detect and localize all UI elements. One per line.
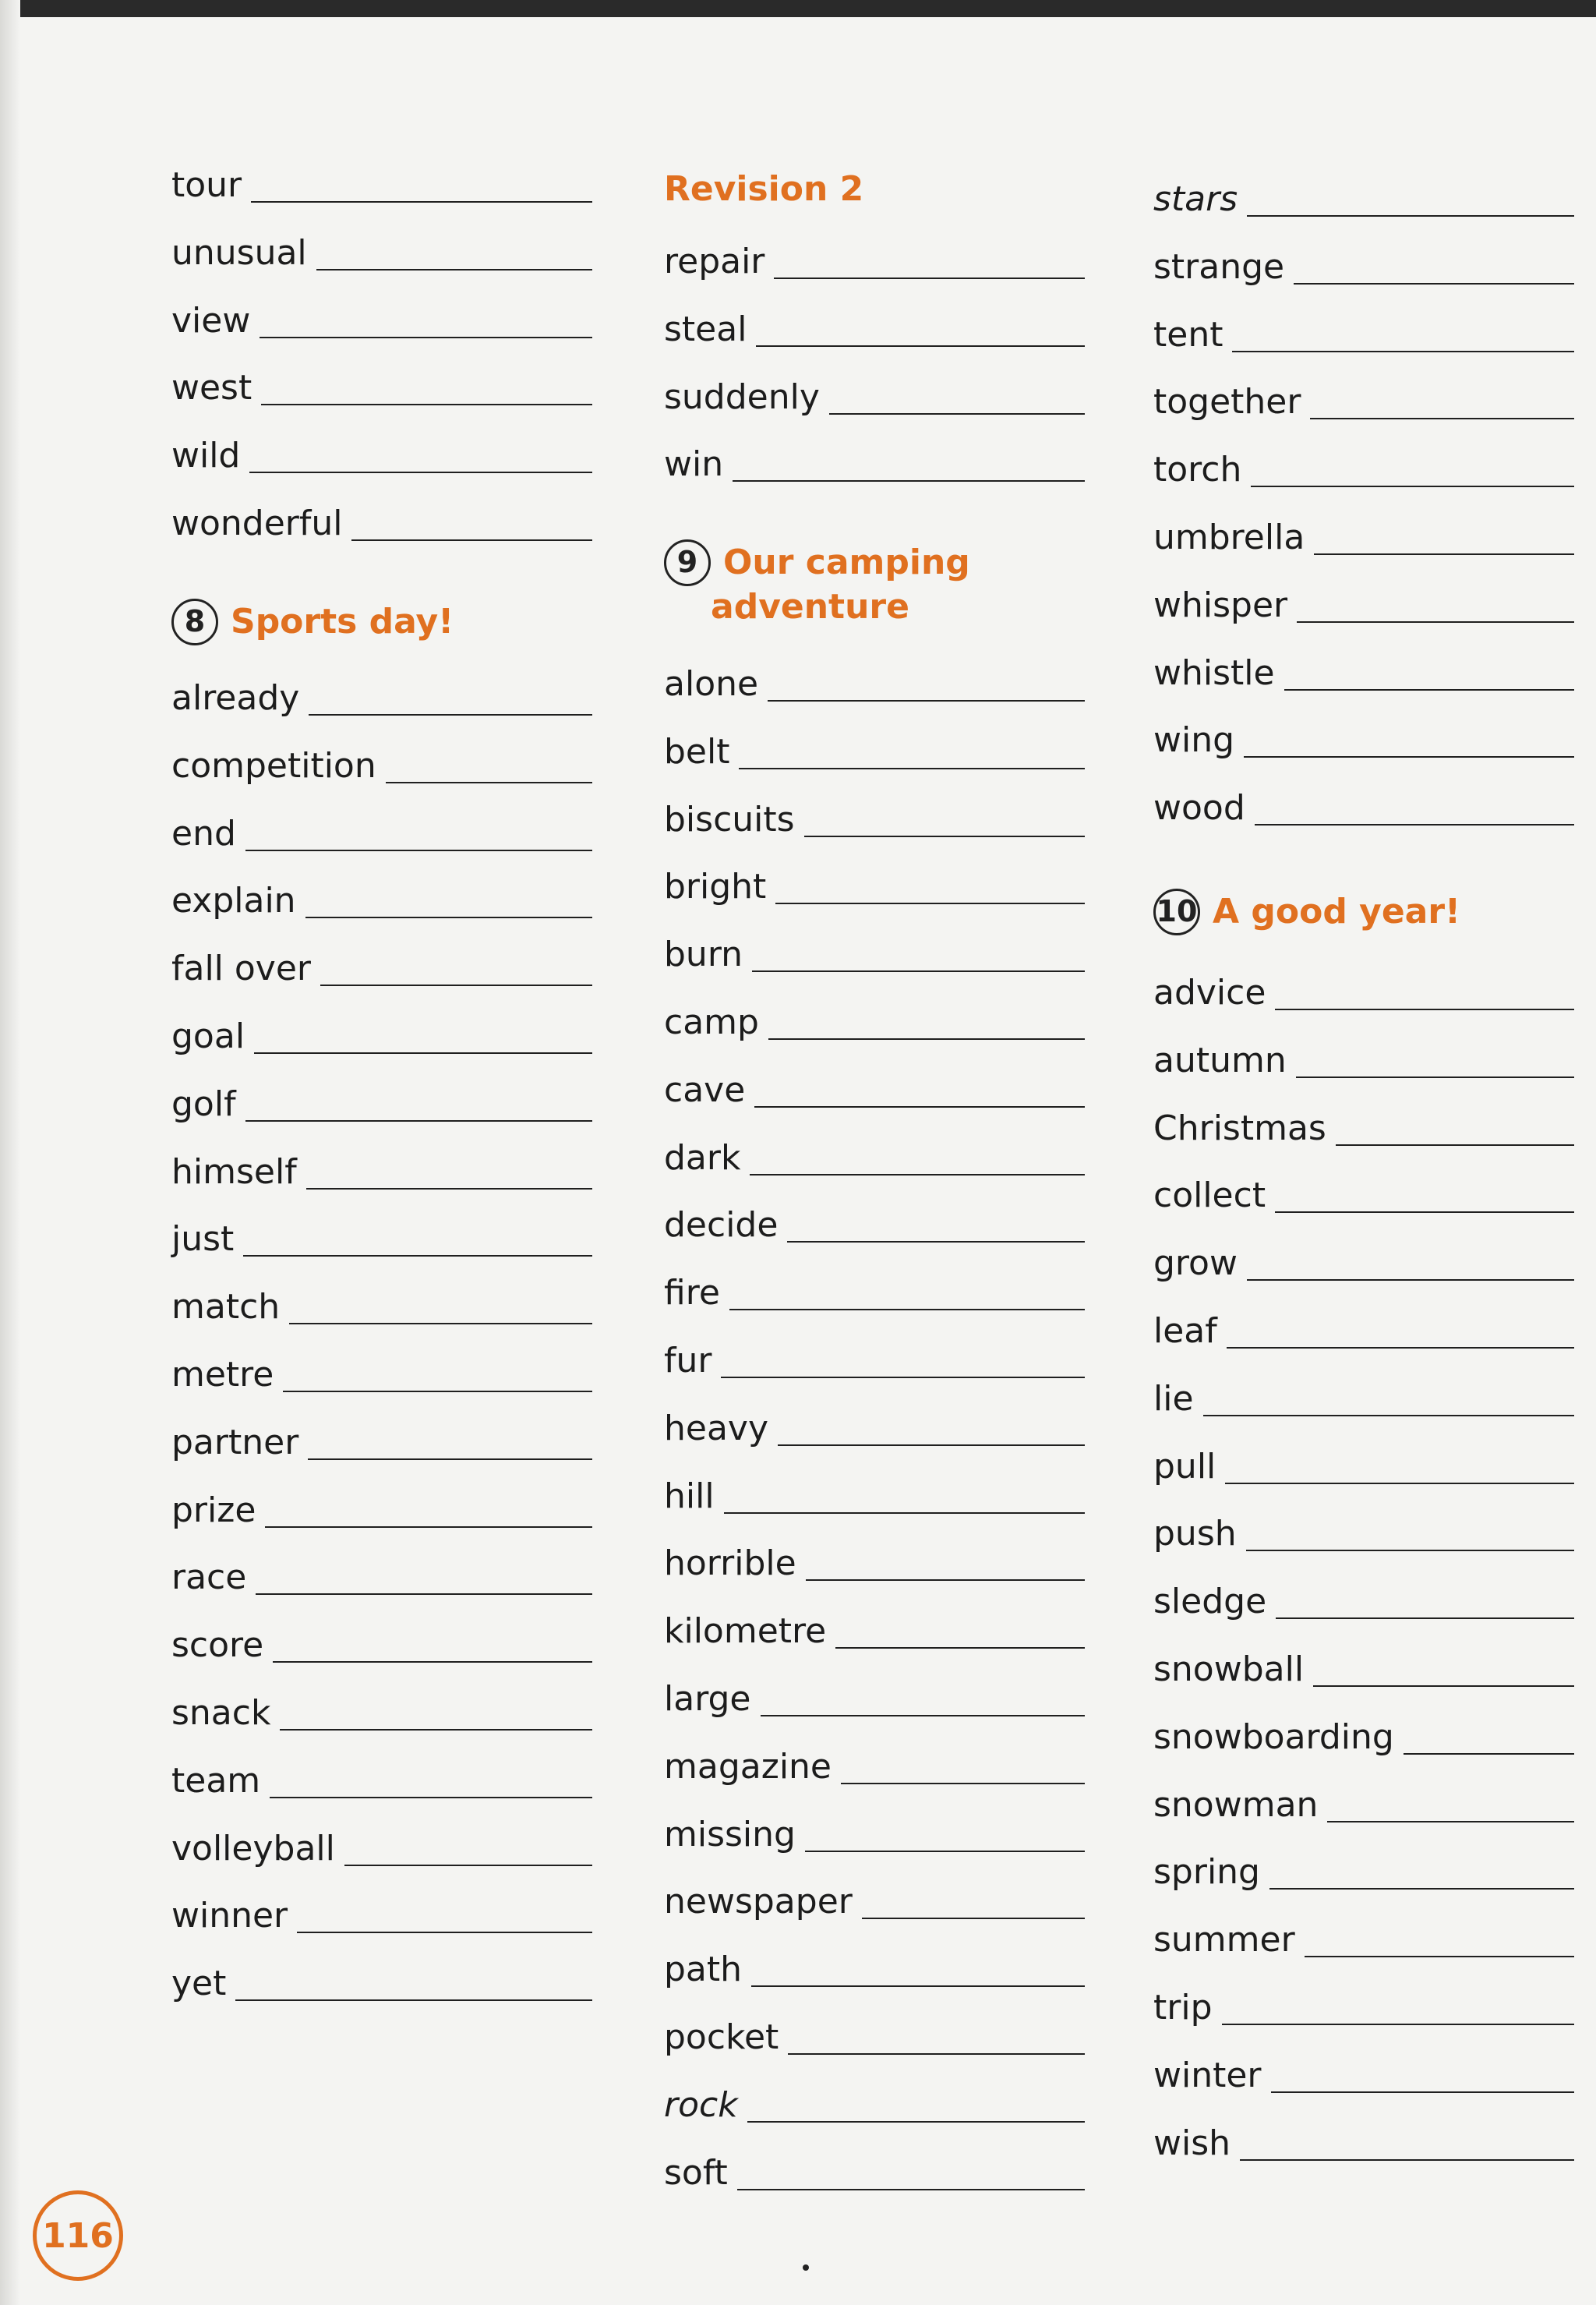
vocab-word: whistle — [1153, 652, 1275, 693]
answer-line[interactable] — [344, 1865, 592, 1866]
vocab-row — [664, 2076, 1085, 2123]
section-8-heading — [171, 599, 592, 645]
vocab-row — [1153, 1099, 1574, 1146]
section-number-badge: 10 — [1153, 889, 1200, 935]
vocab-row — [171, 224, 592, 273]
vocab-word: newspaper — [664, 1882, 853, 1922]
vocab-word: winner — [171, 1896, 288, 1936]
vocab-row — [171, 1075, 592, 1122]
vocab-row — [171, 359, 592, 408]
answer-line[interactable] — [235, 1999, 592, 2001]
answer-line[interactable] — [768, 700, 1085, 702]
answer-line[interactable] — [788, 2053, 1085, 2055]
answer-line[interactable] — [256, 1593, 592, 1595]
section-number-badge: 9 — [664, 539, 711, 586]
vocab-row — [664, 1602, 1085, 1652]
vocab-row — [1153, 1031, 1574, 1078]
answer-line[interactable] — [829, 413, 1085, 415]
answer-line[interactable] — [1225, 1483, 1574, 1484]
vocab-word: prize — [171, 1490, 256, 1530]
answer-line[interactable] — [739, 768, 1085, 769]
answer-line[interactable] — [243, 1255, 592, 1257]
vocab-row — [1153, 1911, 1574, 1960]
vocab-row — [171, 1278, 592, 1327]
answer-line[interactable] — [289, 1323, 592, 1324]
vocab-row — [664, 435, 1085, 485]
vocab-word: horrible — [664, 1543, 796, 1584]
vocab-word: wing — [1153, 720, 1235, 761]
answer-line[interactable] — [249, 472, 592, 473]
vocab-word: grow — [1153, 1243, 1238, 1284]
vocab-word: autumn — [1153, 1040, 1287, 1080]
vocab-word: unusual — [171, 232, 307, 273]
vocab-row — [1153, 2046, 1574, 2093]
answer-line[interactable] — [774, 278, 1085, 279]
vocab-row — [171, 1886, 592, 1936]
vocab-word: pull — [1153, 1446, 1216, 1487]
vocab-word: spring — [1153, 1852, 1260, 1893]
vocab-row — [1153, 1166, 1574, 1216]
answer-line[interactable] — [1240, 2159, 1574, 2161]
answer-line[interactable] — [1305, 1956, 1574, 1957]
vocab-row — [1153, 1370, 1574, 1419]
vocab-row — [664, 655, 1085, 702]
vocab-row — [171, 939, 592, 989]
answer-line[interactable] — [265, 1526, 592, 1528]
section-10-heading — [1153, 889, 1574, 935]
vocab-row — [1153, 1708, 1574, 1755]
answer-line[interactable] — [1275, 1211, 1574, 1213]
vocab-row — [664, 1061, 1085, 1108]
answer-line[interactable] — [309, 714, 592, 716]
vocab-row — [664, 723, 1085, 772]
vocab-word: wild — [171, 436, 241, 476]
vocab-word: large — [664, 1679, 751, 1719]
vocab-word: competition — [171, 745, 376, 786]
vocab-word: collect — [1153, 1175, 1266, 1216]
vocab-row — [664, 2144, 1085, 2193]
vocab-row — [664, 1738, 1085, 1787]
vocab-word: camp — [664, 1002, 759, 1042]
answer-line[interactable] — [775, 903, 1085, 904]
answer-line[interactable] — [768, 1038, 1085, 1040]
vocab-row — [1153, 576, 1574, 623]
vocab-word: repair — [664, 242, 765, 281]
answer-line[interactable] — [862, 1918, 1085, 1919]
vocab-word: team — [171, 1760, 261, 1801]
vocab-word: race — [171, 1557, 247, 1598]
vocab-row — [171, 1616, 592, 1666]
page-binding-shadow — [0, 0, 20, 2305]
vocab-word: end — [171, 813, 236, 854]
vocab-word: advice — [1153, 973, 1266, 1013]
vocab-row — [171, 1481, 592, 1528]
vocab-word: burn — [664, 935, 743, 975]
vocab-row — [664, 1805, 1085, 1852]
vocab-word: yet — [171, 1964, 227, 2004]
section-title: Sports day! — [231, 601, 454, 642]
answer-line[interactable] — [778, 1444, 1085, 1446]
vocab-word: win — [664, 444, 724, 485]
vocab-word: lie — [1153, 1378, 1194, 1419]
answer-line[interactable] — [1227, 1347, 1574, 1349]
vocab-word: kilometre — [664, 1611, 827, 1652]
vocab-row — [1153, 2114, 1574, 2161]
answer-line[interactable] — [1276, 1617, 1574, 1619]
answer-line[interactable] — [1246, 1550, 1574, 1551]
vocab-row — [1153, 644, 1574, 691]
vocab-row — [664, 2008, 1085, 2055]
answer-line[interactable] — [306, 1188, 592, 1190]
answer-line[interactable] — [1271, 2091, 1574, 2093]
vocab-row — [1153, 1504, 1574, 1554]
section-9-heading — [664, 539, 1085, 627]
answer-line[interactable] — [254, 1052, 592, 1054]
vocab-word: himself — [171, 1151, 297, 1192]
vocab-row — [664, 925, 1085, 975]
vocab-row — [664, 1264, 1085, 1313]
section-number-badge: 8 — [171, 599, 218, 645]
answer-line[interactable] — [1247, 1279, 1574, 1281]
answer-line[interactable] — [386, 782, 592, 783]
vocab-row — [171, 1413, 592, 1460]
vocab-word: wonderful — [171, 504, 343, 543]
answer-line[interactable] — [1275, 1009, 1574, 1010]
scan-speck — [803, 2264, 809, 2271]
answer-line[interactable] — [1297, 621, 1574, 623]
vocab-word: summer — [1153, 1920, 1295, 1960]
vocab-row — [664, 232, 1085, 279]
vocab-word: rock — [664, 2084, 738, 2125]
answer-line[interactable] — [1203, 1415, 1574, 1416]
vocab-word: sledge — [1153, 1582, 1267, 1622]
section-title-line-2: adventure — [711, 587, 909, 627]
vocab-word: suddenly — [664, 377, 820, 417]
vocab-word: trip — [1153, 1988, 1213, 2027]
page-number: 116 — [33, 2190, 123, 2281]
answer-line[interactable] — [1269, 1888, 1574, 1890]
vocab-row — [1153, 1572, 1574, 1622]
answer-line[interactable] — [805, 1851, 1085, 1852]
answer-line[interactable] — [245, 1120, 592, 1122]
answer-line[interactable] — [283, 1391, 592, 1392]
answer-line[interactable] — [1336, 1144, 1574, 1146]
vocab-word: magazine — [664, 1746, 832, 1787]
vocab-word: already — [171, 678, 300, 718]
vocab-row — [171, 156, 592, 203]
vocab-word: belt — [664, 731, 730, 772]
answer-line[interactable] — [804, 836, 1085, 837]
vocab-word: golf — [171, 1084, 236, 1124]
vocab-word: whisper — [1153, 585, 1288, 625]
vocab-row — [171, 1684, 592, 1731]
answer-line[interactable] — [1296, 1076, 1574, 1078]
vocab-word: biscuits — [664, 799, 795, 840]
vocab-row — [1153, 440, 1574, 490]
vocab-row — [1153, 238, 1574, 285]
answer-line[interactable] — [270, 1797, 592, 1798]
vocab-word: snowboarding — [1153, 1716, 1394, 1757]
vocab-row — [664, 1940, 1085, 1990]
vocab-word: heavy — [664, 1408, 768, 1448]
vocab-row — [1153, 1776, 1574, 1825]
vocab-row — [1153, 373, 1574, 422]
scan-top-border — [0, 0, 1596, 17]
vocab-word: alone — [664, 664, 759, 704]
vocab-word: decide — [664, 1205, 779, 1246]
vocab-row — [664, 1670, 1085, 1719]
vocab-word: torch — [1153, 450, 1242, 490]
answer-line[interactable] — [733, 480, 1085, 482]
vocab-row — [171, 1345, 592, 1395]
vocab-word: wish — [1153, 2123, 1231, 2163]
vocab-row — [664, 1129, 1085, 1178]
vocab-word: umbrella — [1153, 518, 1305, 557]
vocab-row — [1153, 1640, 1574, 1687]
answer-line[interactable] — [841, 1783, 1085, 1784]
vocab-row — [664, 1872, 1085, 1922]
vocab-row — [171, 871, 592, 921]
answer-line[interactable] — [305, 917, 592, 918]
answer-line[interactable] — [747, 2121, 1085, 2123]
answer-line[interactable] — [280, 1729, 592, 1731]
vocab-word: push — [1153, 1514, 1237, 1554]
revision-2-heading — [664, 170, 1085, 210]
answer-line[interactable] — [754, 1106, 1085, 1108]
vocab-word: west — [171, 368, 252, 408]
vocab-row — [1153, 779, 1574, 829]
answer-line[interactable] — [724, 1512, 1085, 1514]
vocab-word: tent — [1153, 314, 1223, 355]
vocab-row — [664, 857, 1085, 907]
answer-line[interactable] — [752, 970, 1085, 972]
vocab-row — [1153, 1234, 1574, 1284]
vocab-word: view — [171, 300, 251, 341]
vocab-row — [664, 1196, 1085, 1246]
answer-line[interactable] — [245, 850, 592, 851]
vocab-row — [171, 1143, 592, 1190]
answer-line[interactable] — [1251, 486, 1574, 487]
vocab-word: missing — [664, 1814, 796, 1854]
vocab-word: volleyball — [171, 1828, 335, 1868]
vocab-word: dark — [664, 1137, 741, 1178]
vocab-row — [1153, 1437, 1574, 1487]
vocab-word: snack — [171, 1693, 271, 1733]
section-title: A good year! — [1213, 891, 1461, 932]
vocab-row — [664, 1467, 1085, 1514]
vocab-word: Christmas — [1153, 1108, 1326, 1148]
vocab-row — [664, 1534, 1085, 1584]
vocab-word: path — [664, 1950, 743, 1990]
answer-line[interactable] — [1314, 553, 1574, 555]
answer-line[interactable] — [251, 201, 592, 203]
vocab-word: leaf — [1153, 1311, 1217, 1351]
vocab-row — [171, 737, 592, 786]
vocab-row — [171, 1210, 592, 1260]
answer-line[interactable] — [308, 1458, 592, 1460]
answer-line[interactable] — [260, 337, 592, 338]
vocab-row — [171, 1819, 592, 1866]
vocab-row — [1153, 1978, 1574, 2025]
vocab-row — [664, 300, 1085, 347]
vocab-word: snowman — [1153, 1784, 1319, 1825]
vocab-row — [1153, 963, 1574, 1013]
answer-line[interactable] — [1294, 283, 1574, 285]
vocab-word: goal — [171, 1016, 245, 1056]
vocab-word: tour — [171, 165, 242, 205]
vocab-word: match — [171, 1287, 281, 1327]
vocab-row — [171, 426, 592, 476]
section-title: Revision 2 — [664, 169, 864, 209]
vocab-word: bright — [664, 867, 767, 907]
answer-line[interactable] — [1222, 2024, 1575, 2025]
vocab-word: pocket — [664, 2017, 779, 2057]
vocab-row — [171, 1954, 592, 2004]
vocab-row — [1153, 711, 1574, 761]
vocab-row — [1153, 170, 1574, 217]
answer-line[interactable] — [835, 1647, 1085, 1649]
answer-line[interactable] — [1244, 756, 1574, 758]
vocab-word: winter — [1153, 2055, 1262, 2095]
vocab-word: strange — [1153, 246, 1285, 287]
vocab-word: hill — [664, 1476, 715, 1516]
vocab-row — [171, 1548, 592, 1598]
answer-line[interactable] — [1232, 351, 1574, 352]
vocab-word: just — [171, 1219, 235, 1260]
vocab-word: steal — [664, 309, 747, 349]
answer-line[interactable] — [729, 1309, 1085, 1310]
vocab-row — [171, 292, 592, 341]
answer-line[interactable] — [1310, 418, 1574, 419]
answer-line[interactable] — [737, 2189, 1085, 2190]
answer-line[interactable] — [750, 1174, 1085, 1175]
vocab-row — [171, 1007, 592, 1054]
vocab-word: soft — [664, 2152, 728, 2193]
vocab-row — [171, 1752, 592, 1801]
answer-line[interactable] — [351, 539, 592, 541]
vocab-row — [1153, 306, 1574, 355]
vocab-row — [664, 1399, 1085, 1446]
answer-line[interactable] — [1404, 1753, 1574, 1755]
vocab-word: stars — [1153, 179, 1238, 219]
answer-line[interactable] — [1255, 824, 1574, 825]
answer-line[interactable] — [721, 1377, 1085, 1378]
vocab-word: snowball — [1153, 1649, 1305, 1689]
answer-line[interactable] — [756, 345, 1085, 347]
vocab-word: fall over — [171, 949, 312, 989]
answer-line[interactable] — [320, 985, 592, 986]
vocab-word: cave — [664, 1069, 746, 1110]
answer-line[interactable] — [261, 404, 592, 405]
answer-line[interactable] — [751, 1985, 1085, 1987]
vocab-word: fire — [664, 1273, 720, 1313]
vocab-word: fur — [664, 1341, 712, 1381]
answer-line[interactable] — [761, 1715, 1085, 1716]
vocab-word: together — [1153, 382, 1301, 422]
vocab-row — [171, 494, 592, 541]
answer-line[interactable] — [297, 1932, 592, 1933]
section-title-line-1: Our camping — [723, 542, 970, 582]
answer-line[interactable] — [1284, 689, 1574, 691]
answer-line[interactable] — [1327, 1821, 1574, 1822]
answer-line[interactable] — [806, 1579, 1085, 1581]
vocab-word: wood — [1153, 788, 1245, 829]
answer-line[interactable] — [787, 1241, 1085, 1243]
vocab-row — [171, 804, 592, 854]
vocab-word: partner — [171, 1422, 299, 1462]
vocab-row — [1153, 1302, 1574, 1349]
vocab-word: metre — [171, 1355, 274, 1395]
answer-line[interactable] — [316, 269, 592, 270]
vocab-row — [664, 368, 1085, 415]
answer-line[interactable] — [1313, 1685, 1574, 1687]
vocab-row — [171, 669, 592, 716]
vocab-row — [664, 993, 1085, 1040]
vocab-row — [1153, 1843, 1574, 1893]
vocab-word: explain — [171, 881, 296, 921]
vocab-row — [1153, 508, 1574, 555]
answer-line[interactable] — [273, 1661, 592, 1663]
answer-line[interactable] — [1247, 215, 1574, 217]
vocab-row — [664, 1331, 1085, 1381]
vocab-row — [664, 790, 1085, 840]
vocab-word: score — [171, 1625, 264, 1666]
